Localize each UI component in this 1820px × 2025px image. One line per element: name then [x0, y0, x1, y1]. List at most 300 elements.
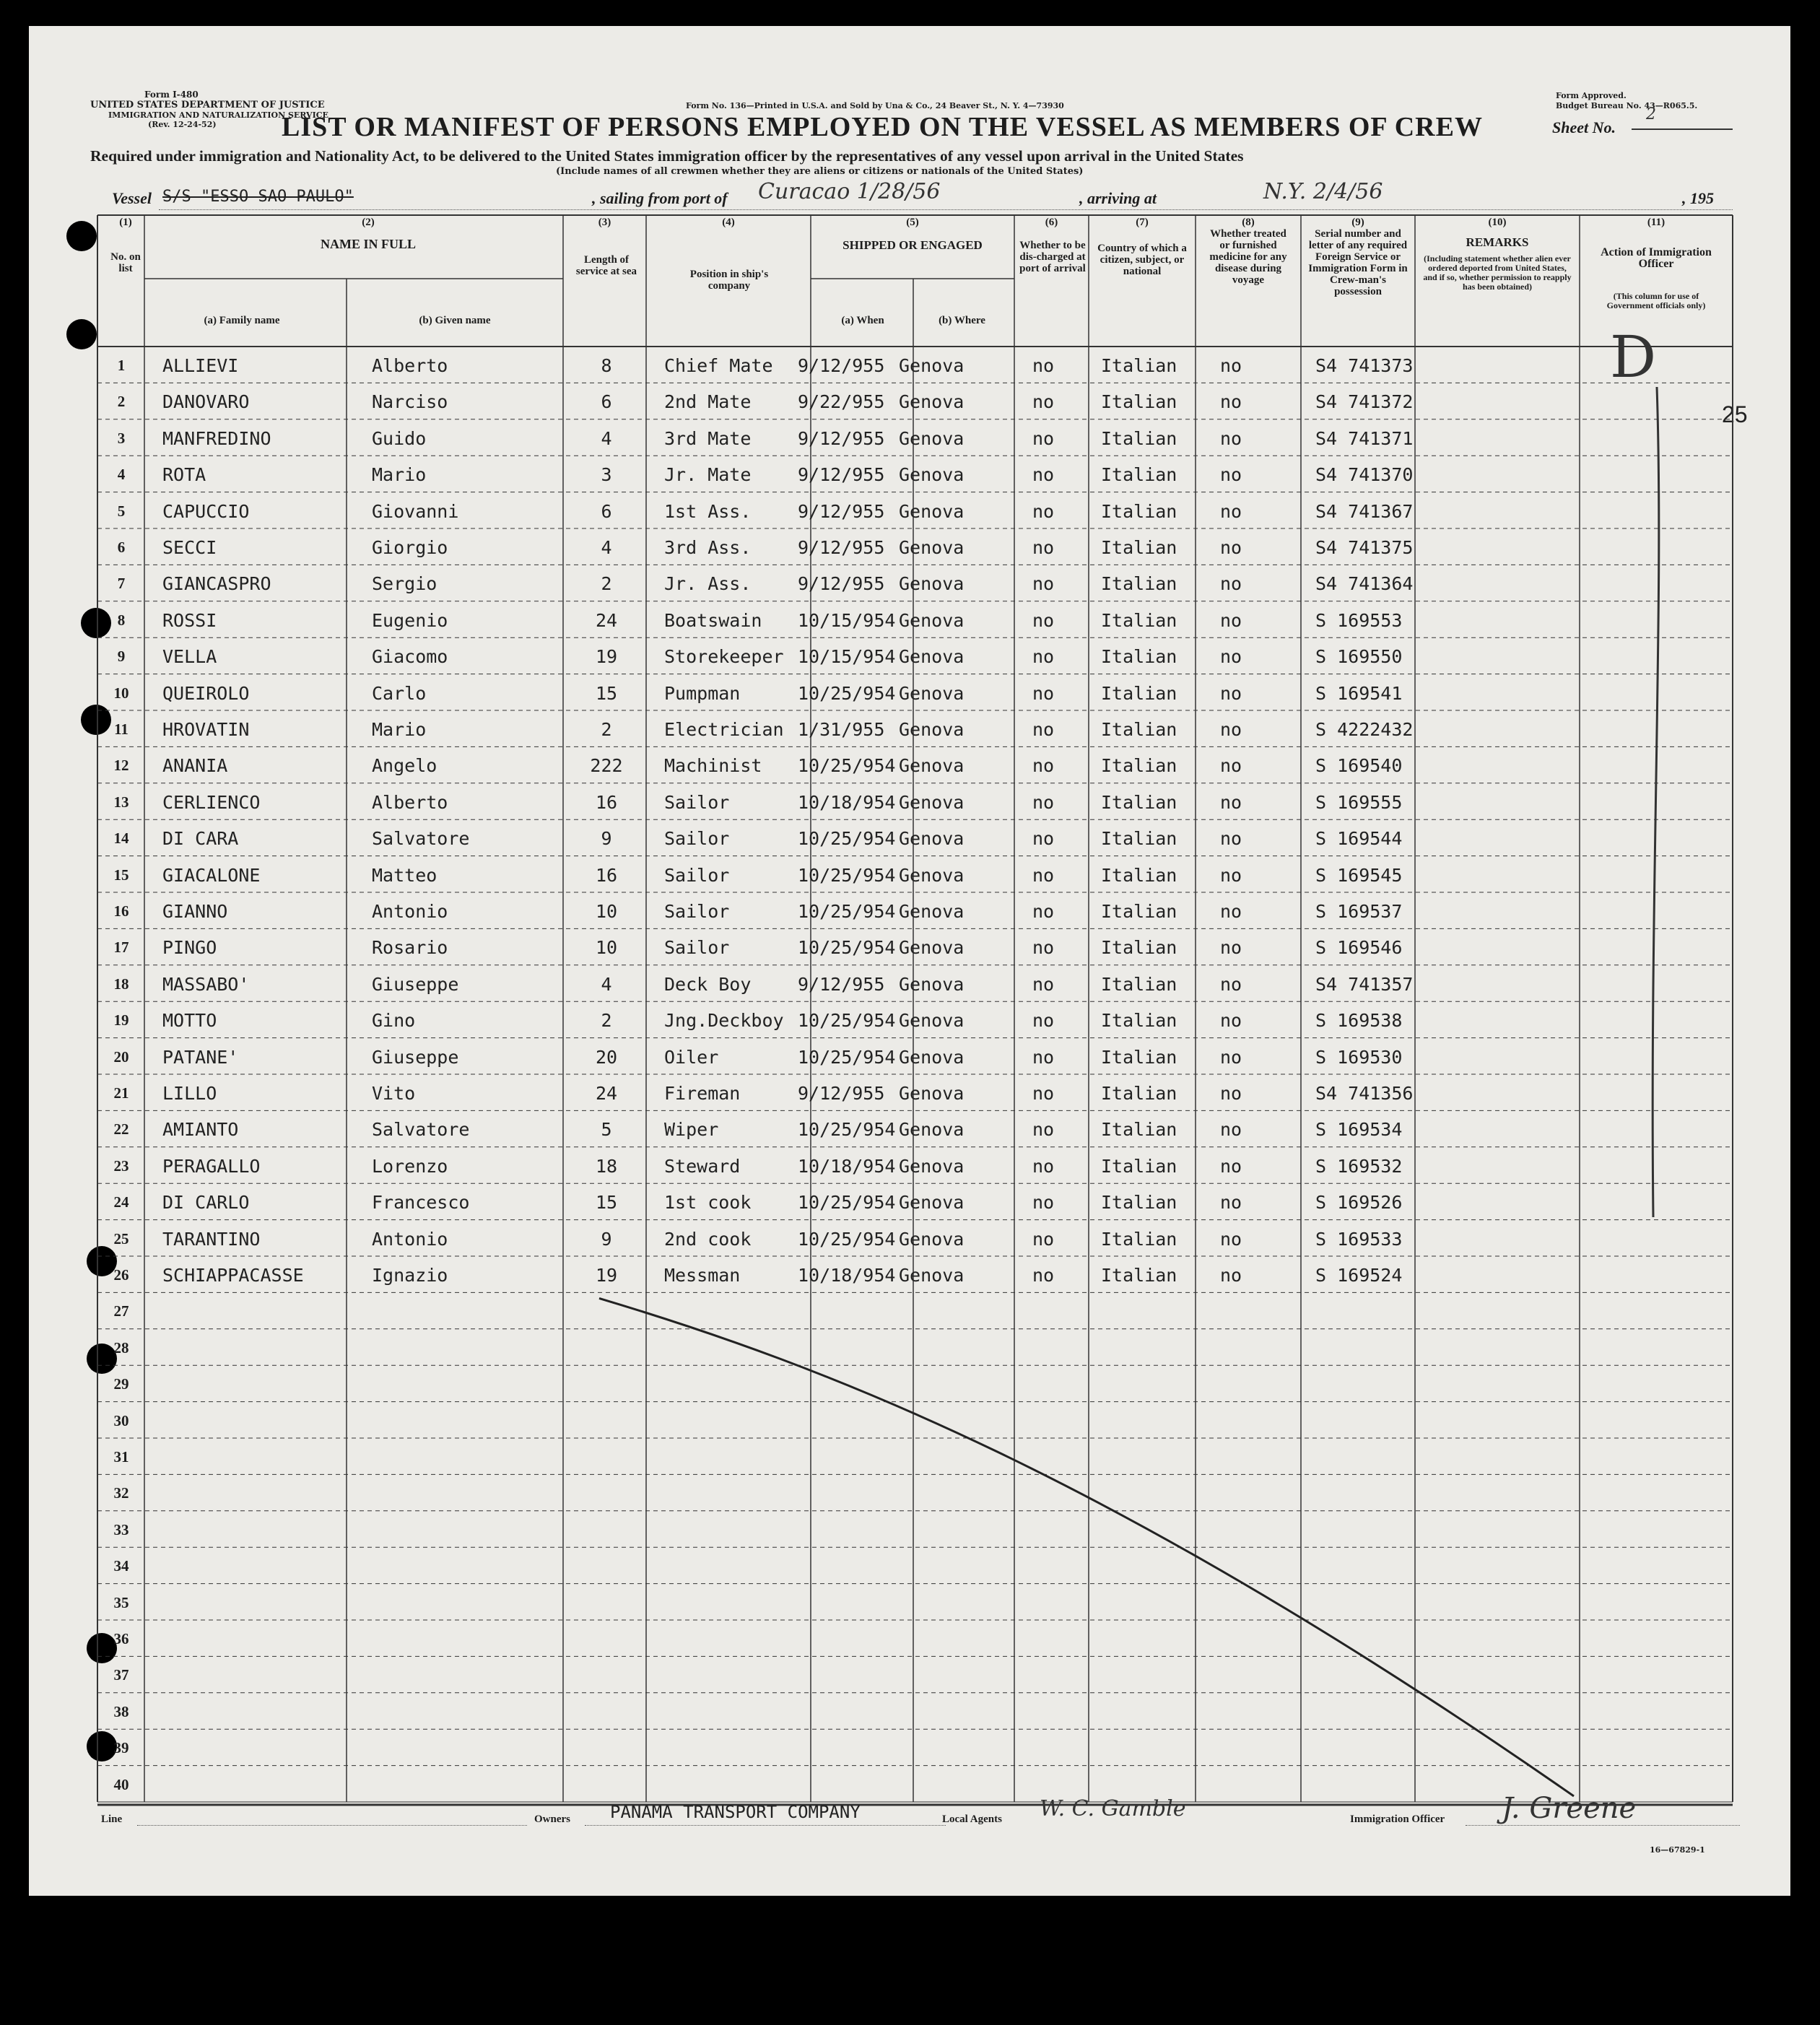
crew-when: 9/22/955: [798, 391, 885, 413]
crew-service: 18: [595, 1155, 618, 1177]
crew-serial: S 169545: [1315, 864, 1403, 886]
crew-serial: S 169524: [1315, 1265, 1403, 1286]
col10-note: (Including statement whether alien ever ordered deported from United States, and if so, whether permission to reapply has been obtained): [1423, 253, 1572, 292]
crew-serial: S 169532: [1315, 1155, 1403, 1177]
row-number: 17: [113, 939, 129, 957]
crew-service: 19: [595, 1265, 618, 1286]
crew-family: DI CARLO: [162, 1192, 250, 1214]
crew-given: Antonio: [372, 1228, 448, 1250]
crew-country: Italian: [1101, 1265, 1177, 1286]
row-number: 27: [113, 1302, 129, 1320]
crew-where: Genova: [899, 973, 965, 995]
crew-discharged: no: [1032, 427, 1055, 449]
crew-serial: S4 741357: [1315, 973, 1414, 995]
crew-position: Deck Boy: [664, 973, 752, 995]
crew-serial: S4 741373: [1315, 355, 1414, 376]
crew-family: MASSABO': [162, 973, 250, 995]
crew-serial: S 4222432: [1315, 719, 1414, 740]
crew-country: Italian: [1101, 391, 1177, 413]
crew-country: Italian: [1101, 828, 1177, 850]
crew-medicine: no: [1220, 1265, 1242, 1286]
crew-where: Genova: [899, 682, 965, 704]
crew-service: 15: [595, 1192, 618, 1214]
crew-where: Genova: [899, 355, 965, 376]
crew-family: DI CARA: [162, 828, 239, 850]
crew-discharged: no: [1032, 937, 1055, 959]
row-number: 37: [113, 1666, 129, 1684]
crew-medicine: no: [1220, 1010, 1242, 1032]
crew-when: 10/25/954: [798, 755, 896, 777]
crew-where: Genova: [899, 537, 965, 558]
crew-service: 16: [595, 864, 618, 886]
agents-label: Local Agents: [942, 1813, 1002, 1825]
col7-header: Country of which a citizen, subject, or national: [1097, 243, 1187, 277]
crew-serial: S 169550: [1315, 646, 1403, 668]
crew-family: PATANE': [162, 1046, 239, 1068]
col4-number: (4): [722, 217, 735, 228]
crew-given: Mario: [372, 464, 427, 486]
crew-medicine: no: [1220, 1228, 1242, 1250]
crew-service: 4: [601, 537, 612, 558]
col11-header: Action of Immigration Officer: [1601, 246, 1712, 270]
crew-country: Italian: [1101, 1083, 1177, 1104]
crew-given: Giacomo: [372, 646, 448, 668]
crew-discharged: no: [1032, 755, 1055, 777]
row-number: 15: [113, 866, 129, 884]
crew-country: Italian: [1101, 901, 1177, 922]
crew-where: Genova: [899, 391, 965, 413]
crew-given: Matteo: [372, 864, 437, 886]
vessel-label: Vessel: [112, 189, 152, 207]
crew-discharged: no: [1032, 1046, 1055, 1068]
crew-serial: S4 741367: [1315, 500, 1414, 522]
row-number: 20: [113, 1048, 129, 1066]
crew-given: Alberto: [372, 355, 448, 376]
col2-number: (2): [362, 217, 375, 228]
col10-number: (10): [1488, 217, 1507, 228]
crew-position: 2nd cook: [664, 1228, 752, 1250]
row-number: 7: [117, 575, 126, 593]
line-underline: [137, 1825, 527, 1826]
crew-serial: S 169538: [1315, 1010, 1403, 1032]
crew-medicine: no: [1220, 464, 1242, 486]
crew-country: Italian: [1101, 537, 1177, 558]
col1-header: No. on list: [110, 251, 141, 274]
crew-family: ANANIA: [162, 755, 228, 777]
crew-family: ALLIEVI: [162, 355, 239, 376]
budget-bureau: Budget Bureau No. 43—R065.5.: [1556, 101, 1698, 110]
crew-medicine: no: [1220, 1083, 1242, 1104]
crew-family: ROSSI: [162, 609, 217, 631]
crew-country: Italian: [1101, 609, 1177, 631]
crew-medicine: no: [1220, 573, 1242, 595]
crew-position: Boatswain: [664, 609, 762, 631]
crew-when: 10/25/954: [798, 864, 896, 886]
crew-position: 2nd Mate: [664, 391, 752, 413]
crew-serial: S4 741370: [1315, 464, 1414, 486]
crew-given: Ignazio: [372, 1265, 448, 1286]
crew-where: Genova: [899, 1046, 965, 1068]
crew-country: Italian: [1101, 1046, 1177, 1068]
crew-when: 10/25/954: [798, 1228, 896, 1250]
crew-service: 10: [595, 937, 618, 959]
crew-where: Genova: [899, 755, 965, 777]
crew-service: 24: [595, 609, 618, 631]
crew-when: 10/15/954: [798, 646, 896, 668]
crew-country: Italian: [1101, 973, 1177, 995]
crew-serial: S 169533: [1315, 1228, 1403, 1250]
row-number: 36: [113, 1630, 129, 1647]
crew-where: Genova: [899, 937, 965, 959]
arriving-label: , arriving at: [1079, 189, 1157, 207]
row-number: 28: [113, 1338, 129, 1356]
crew-given: Francesco: [372, 1192, 470, 1214]
crew-when: 9/12/955: [798, 973, 885, 995]
crew-discharged: no: [1032, 901, 1055, 922]
crew-discharged: no: [1032, 719, 1055, 740]
crew-country: Italian: [1101, 755, 1177, 777]
crew-service: 4: [601, 973, 612, 995]
row-number: 31: [113, 1448, 129, 1466]
crew-position: Machinist: [664, 755, 762, 777]
service-name: IMMIGRATION AND NATURALIZATION SERVICE: [108, 110, 328, 120]
crew-medicine: no: [1220, 864, 1242, 886]
crew-serial: S 169541: [1315, 682, 1403, 704]
crew-position: Storekeeper: [664, 646, 784, 668]
crew-when: 10/25/954: [798, 937, 896, 959]
col2-header: NAME IN FULL: [320, 237, 416, 251]
crew-serial: S 169534: [1315, 1119, 1403, 1141]
crew-when: 10/25/954: [798, 1192, 896, 1214]
crew-discharged: no: [1032, 1119, 1055, 1141]
crew-discharged: no: [1032, 537, 1055, 558]
col1-number: (1): [119, 217, 132, 228]
crew-service: 3: [601, 464, 612, 486]
crew-when: 10/25/954: [798, 682, 896, 704]
printer-note: Form No. 136—Printed in U.S.A. and Sold by Una & Co., 24 Beaver St., N. Y. 4—73930: [686, 101, 1064, 110]
row-number: 10: [113, 684, 129, 702]
row-number: 18: [113, 975, 129, 993]
crew-service: 2: [601, 1010, 612, 1032]
subtitle: Required under immigration and Nationality Act, to be delivered to the United States immigration officer by the representatives of any vessel upon arrival in the United States: [90, 147, 1244, 165]
crew-given: Narciso: [372, 391, 448, 413]
year-label: , 195: [1682, 189, 1714, 207]
crew-position: 1st Ass.: [664, 500, 752, 522]
crew-family: GIANCASPRO: [162, 573, 271, 595]
crew-serial: S 169530: [1315, 1046, 1403, 1068]
crew-country: Italian: [1101, 464, 1177, 486]
row-number: 33: [113, 1520, 129, 1538]
crew-discharged: no: [1032, 1228, 1055, 1250]
crew-service: 10: [595, 901, 618, 922]
crew-given: Carlo: [372, 682, 427, 704]
crew-serial: S4 741375: [1315, 537, 1414, 558]
crew-medicine: no: [1220, 355, 1242, 376]
crew-service: 6: [601, 500, 612, 522]
crew-country: Italian: [1101, 1192, 1177, 1214]
col3-header: Length of service at sea: [575, 254, 637, 277]
crew-discharged: no: [1032, 1010, 1055, 1032]
crew-service: 16: [595, 791, 618, 813]
crew-service: 5: [601, 1119, 612, 1141]
crew-medicine: no: [1220, 755, 1242, 777]
crew-when: 9/12/955: [798, 573, 885, 595]
crew-country: Italian: [1101, 864, 1177, 886]
crew-where: Genova: [899, 828, 965, 850]
crew-where: Genova: [899, 1228, 965, 1250]
crew-discharged: no: [1032, 1155, 1055, 1177]
crew-position: Sailor: [664, 864, 730, 886]
crew-country: Italian: [1101, 1010, 1177, 1032]
crew-discharged: no: [1032, 791, 1055, 813]
crew-country: Italian: [1101, 500, 1177, 522]
crew-service: 9: [601, 1228, 612, 1250]
crew-position: Messman: [664, 1265, 741, 1286]
crew-discharged: no: [1032, 391, 1055, 413]
crew-medicine: no: [1220, 1119, 1242, 1141]
crew-family: HROVATIN: [162, 719, 250, 740]
crew-service: 8: [601, 355, 612, 376]
crew-serial: S4 741371: [1315, 427, 1414, 449]
crew-discharged: no: [1032, 464, 1055, 486]
col9-number: (9): [1351, 217, 1364, 228]
row-number: 25: [113, 1229, 129, 1247]
crew-family: PERAGALLO: [162, 1155, 261, 1177]
crew-when: 9/12/955: [798, 1083, 885, 1104]
col8-number: (8): [1242, 217, 1255, 228]
crew-family: SCHIAPPACASSE: [162, 1265, 304, 1286]
row-number: 9: [117, 648, 126, 666]
crew-given: Antonio: [372, 901, 448, 922]
crew-when: 10/25/954: [798, 1010, 896, 1032]
owners-value: PANAMA TRANSPORT COMPANY: [610, 1802, 861, 1822]
crew-position: Jr. Ass.: [664, 573, 752, 595]
officer-label: Immigration Officer: [1350, 1813, 1445, 1825]
col5a-header: (a) When: [841, 315, 884, 326]
crew-where: Genova: [899, 573, 965, 595]
row-number: 14: [113, 829, 129, 848]
crew-position: Jng.Deckboy: [664, 1010, 784, 1032]
crew-serial: S 169555: [1315, 791, 1403, 813]
sheet-value: 2: [1646, 105, 1656, 123]
crew-medicine: no: [1220, 427, 1242, 449]
crew-country: Italian: [1101, 937, 1177, 959]
crew-serial: S4 741356: [1315, 1083, 1414, 1104]
crew-position: Sailor: [664, 828, 730, 850]
crew-where: Genova: [899, 500, 965, 522]
crew-when: 10/25/954: [798, 1046, 896, 1068]
crew-country: Italian: [1101, 1119, 1177, 1141]
crew-when: 10/18/954: [798, 1155, 896, 1177]
col7-number: (7): [1136, 217, 1149, 228]
crew-serial: S 169540: [1315, 755, 1403, 777]
crew-family: MANFREDINO: [162, 427, 271, 449]
crew-medicine: no: [1220, 537, 1242, 558]
agents-value: W. C. Gamble: [1040, 1796, 1186, 1821]
crew-position: Chief Mate: [664, 355, 773, 376]
row-number: 6: [117, 539, 126, 556]
crew-serial: S 169526: [1315, 1192, 1403, 1214]
crew-medicine: no: [1220, 828, 1242, 850]
crew-position: Sailor: [664, 937, 730, 959]
crew-discharged: no: [1032, 1083, 1055, 1104]
crew-country: Italian: [1101, 682, 1177, 704]
row-number: 29: [113, 1375, 129, 1393]
crew-medicine: no: [1220, 682, 1242, 704]
row-number: 3: [117, 429, 126, 447]
crew-given: Salvatore: [372, 828, 470, 850]
crew-medicine: no: [1220, 609, 1242, 631]
crew-discharged: no: [1032, 973, 1055, 995]
crew-serial: S4 741364: [1315, 573, 1414, 595]
crew-medicine: no: [1220, 1046, 1242, 1068]
crew-when: 9/12/955: [798, 464, 885, 486]
crew-service: 9: [601, 828, 612, 850]
crew-position: Sailor: [664, 791, 730, 813]
crew-serial: S4 741372: [1315, 391, 1414, 413]
crew-where: Genova: [899, 791, 965, 813]
col3-number: (3): [598, 217, 611, 228]
form-code: 16—67829-1: [1650, 1845, 1705, 1855]
crew-family: GIACALONE: [162, 864, 261, 886]
crew-position: Pumpman: [664, 682, 741, 704]
crew-when: 9/12/955: [798, 500, 885, 522]
crew-when: 9/12/955: [798, 355, 885, 376]
crew-family: DANOVARO: [162, 391, 250, 413]
crew-where: Genova: [899, 864, 965, 886]
col11-note: (This column for use of Government officials only): [1606, 291, 1706, 310]
department-name: UNITED STATES DEPARTMENT OF JUSTICE: [90, 100, 325, 110]
crew-when: 10/25/954: [798, 828, 896, 850]
crew-discharged: no: [1032, 355, 1055, 376]
row-number: 34: [113, 1557, 129, 1575]
crew-where: Genova: [899, 1119, 965, 1141]
crew-position: Wiper: [664, 1119, 719, 1141]
sailing-value: Curacao 1/28/56: [758, 179, 941, 204]
row-number: 35: [113, 1593, 129, 1611]
crew-when: 10/18/954: [798, 1265, 896, 1286]
crew-position: Oiler: [664, 1046, 719, 1068]
crew-family: AMIANTO: [162, 1119, 239, 1141]
crew-where: Genova: [899, 719, 965, 740]
crew-service: 2: [601, 573, 612, 595]
crew-given: Giuseppe: [372, 1046, 459, 1068]
crew-country: Italian: [1101, 719, 1177, 740]
crew-medicine: no: [1220, 937, 1242, 959]
crew-given: Giovanni: [372, 500, 459, 522]
crew-country: Italian: [1101, 427, 1177, 449]
col4-header: Position in ship's company: [689, 269, 769, 292]
crew-where: Genova: [899, 1192, 965, 1214]
row-number: 8: [117, 611, 126, 629]
crew-given: Lorenzo: [372, 1155, 448, 1177]
crew-given: Guido: [372, 427, 427, 449]
row-number: 39: [113, 1739, 129, 1757]
crew-when: 9/12/955: [798, 537, 885, 558]
crew-medicine: no: [1220, 1155, 1242, 1177]
crew-given: Alberto: [372, 791, 448, 813]
crew-when: 9/12/955: [798, 427, 885, 449]
crew-service: 15: [595, 682, 618, 704]
crew-service: 4: [601, 427, 612, 449]
crew-serial: S 169546: [1315, 937, 1403, 959]
manifest-sheet: [29, 26, 1790, 1896]
row-number: 13: [113, 793, 129, 811]
crew-given: Giuseppe: [372, 973, 459, 995]
crew-position: 1st cook: [664, 1192, 752, 1214]
crew-position: Jr. Mate: [664, 464, 752, 486]
officer-signature: J. Greene: [1502, 1792, 1637, 1825]
crew-discharged: no: [1032, 609, 1055, 631]
crew-family: GIANNO: [162, 901, 228, 922]
action-pen-line: [1653, 387, 1659, 1217]
sheet-label: Sheet No.: [1552, 118, 1616, 136]
row-number: 2: [117, 393, 126, 411]
col9-header: Serial number and letter of any required Foreign Service or Immigration Form in Crew-man's possession: [1308, 228, 1408, 297]
crew-discharged: no: [1032, 500, 1055, 522]
crew-service: 20: [595, 1046, 618, 1068]
crew-position: Steward: [664, 1155, 741, 1177]
crew-discharged: no: [1032, 864, 1055, 886]
owners-label: Owners: [534, 1813, 570, 1825]
crew-serial: S 169553: [1315, 609, 1403, 631]
col6-number: (6): [1045, 217, 1058, 228]
crew-given: Mario: [372, 719, 427, 740]
manifest-grid: [29, 26, 1790, 1896]
crew-where: Genova: [899, 1155, 965, 1177]
crew-country: Italian: [1101, 355, 1177, 376]
crew-when: 10/25/954: [798, 901, 896, 922]
crew-country: Italian: [1101, 1228, 1177, 1250]
crew-country: Italian: [1101, 791, 1177, 813]
form-approved: Form Approved.: [1556, 91, 1627, 100]
crew-serial: S 169544: [1315, 828, 1403, 850]
row-number: 1: [117, 357, 126, 374]
crew-given: Giorgio: [372, 537, 448, 558]
row-number: 4: [117, 466, 126, 484]
crew-family: CERLIENCO: [162, 791, 261, 813]
row-number: 19: [113, 1011, 129, 1029]
col5-header: SHIPPED OR ENGAGED: [842, 238, 983, 252]
crew-given: Vito: [372, 1083, 416, 1104]
row-number: 40: [113, 1775, 129, 1793]
row-number: 21: [113, 1084, 129, 1102]
row-number: 30: [113, 1411, 129, 1429]
owners-underline: [585, 1825, 946, 1826]
row-number: 38: [113, 1702, 129, 1720]
col2b-header: (b) Given name: [419, 315, 491, 326]
crew-medicine: no: [1220, 391, 1242, 413]
crew-serial: S 169537: [1315, 901, 1403, 922]
row-number: 23: [113, 1157, 129, 1175]
row-number: 12: [113, 757, 129, 775]
crew-discharged: no: [1032, 646, 1055, 668]
crew-where: Genova: [899, 464, 965, 486]
crew-position: 3rd Mate: [664, 427, 752, 449]
crew-given: Rosario: [372, 937, 448, 959]
page-title: LIST OR MANIFEST OF PERSONS EMPLOYED ON THE VESSEL AS MEMBERS OF CREW: [282, 112, 1483, 142]
crew-where: Genova: [899, 1083, 965, 1104]
crew-discharged: no: [1032, 1265, 1055, 1286]
row-number: 22: [113, 1120, 129, 1138]
subtitle-note: (Include names of all crewmen whether they are aliens or citizens or nationals of the United States): [556, 166, 1084, 177]
revision-date: (Rev. 12-24-52): [148, 120, 217, 129]
row-number: 26: [113, 1266, 129, 1284]
col5b-header: (b) Where: [939, 315, 985, 326]
col2a-header: (a) Family name: [204, 315, 280, 326]
crew-given: Sergio: [372, 573, 437, 595]
crew-service: 2: [601, 719, 612, 740]
